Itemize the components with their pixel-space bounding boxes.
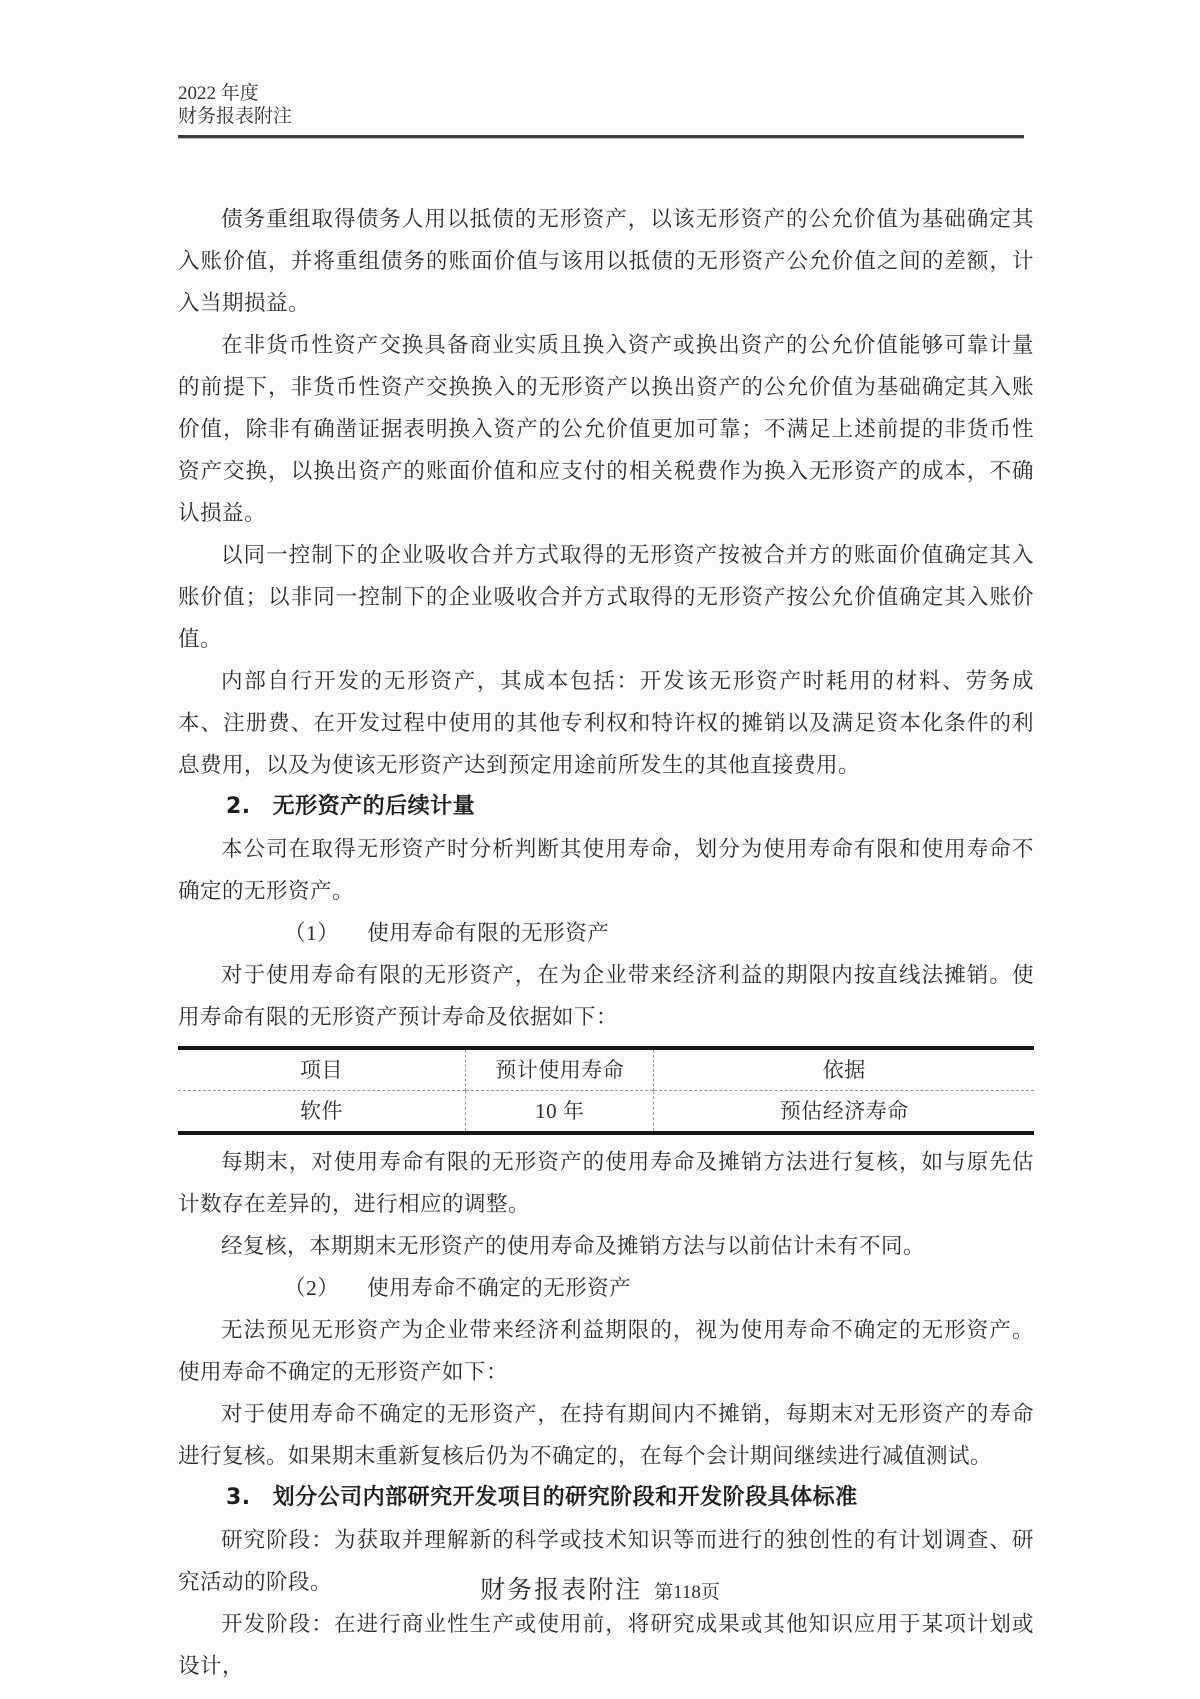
header-rule <box>178 135 1024 139</box>
para-period-end-review: 每期末，对使用寿命有限的无形资产的使用寿命及摊销方法进行复核，如与原先估计数存在差异的，进行相应的调整。 <box>178 1150 1034 1216</box>
header-year-line: 2022 年度 <box>178 83 259 104</box>
subitem-number: （1） <box>284 921 340 945</box>
useful-life-table <box>178 1046 1034 1135</box>
para-nonmonetary-exchange: 在非货币性资产交换具备商业实质且换入资产或换出资产的公允价值能够可靠计量的前提下，非货币性资产交换换入的无形资产以换出资产的公允价值为基础确定其入账价值，除非有确凿证据表明换入资产的公允价值更加可靠；不满足上述前提的非货币性资产交换，以换出资产的账面价值和应支付的相关税费作为换入无形资产的成本，不确认损益。 <box>178 333 1034 525</box>
para-internal-development-cost: 内部自行开发的无形资产，其成本包括：开发该无形资产时耗用的材料、劳务成本、注册费、在开发过程中使用的其他专利权和特许权的摊销以及满足资本化条件的利息费用，以及为使该无形资产达到预定用途前所发生的其他直接费用。 <box>178 669 1034 777</box>
document-body <box>178 198 1034 1687</box>
page-header <box>178 82 1024 139</box>
page-footer <box>0 1570 1200 1606</box>
table-header-row <box>178 1048 1034 1091</box>
para-merger-acquisition: 以同一控制下的企业吸收合并方式取得的无形资产按被合并方的账面价值确定其入账价值；以非同一控制下的企业吸收合并方式取得的无形资产按公允价值确定其入账价值。 <box>178 543 1034 651</box>
footer-page-number: 第118页 <box>654 1582 720 1603</box>
table-header-basis: 依据 <box>822 1058 866 1082</box>
cell-basis: 预估经济寿命 <box>779 1099 909 1123</box>
heading-number: 3. <box>226 1485 251 1510</box>
subitem-finite-life <box>178 912 1034 954</box>
cell-item-name: 软件 <box>178 1091 466 1134</box>
heading-subsequent-measurement <box>178 786 1034 828</box>
heading-text: 划分公司内部研究开发项目的研究阶段和开发阶段具体标准 <box>272 1485 858 1510</box>
table-header-item: 项目 <box>178 1048 466 1091</box>
para-debt-restructuring: 债务重组取得债务人用以抵债的无形资产，以该无形资产的公允价值为基础确定其入账价值，并将重组债务的账面价值与该用以抵债的无形资产公允价值之间的差额，计入当期损益。 <box>178 207 1034 315</box>
para-research-stage: 研究阶段：为获取并理解新的科学或技术知识等而进行的独创性的有计划调查、研究活动的阶段。 <box>178 1528 1034 1594</box>
subitem-indefinite-life <box>178 1267 1034 1309</box>
table-row-software <box>178 1091 1034 1134</box>
heading-rd-stage-criteria <box>178 1477 1034 1519</box>
cell-expected-life: 10 年 <box>466 1091 654 1134</box>
heading-text: 无形资产的后续计量 <box>272 794 476 819</box>
footer-title: 财务报表附注 <box>480 1577 643 1604</box>
header-title-line: 财务报表附注 <box>178 106 293 127</box>
table-header-expected-life: 预计使用寿命 <box>466 1048 654 1091</box>
para-straight-line-amortization: 对于使用寿命有限的无形资产，在为企业带来经济利益的期限内按直线法摊销。使用寿命有限的无形资产预计寿命及依据如下： <box>178 963 1034 1029</box>
subitem-number: （2） <box>284 1276 340 1300</box>
para-development-stage: 开发阶段：在进行商业性生产或使用前，将研究成果或其他知识应用于某项计划或设计， <box>178 1612 1034 1678</box>
heading-number: 2. <box>226 794 251 819</box>
para-indefinite-treatment: 对于使用寿命不确定的无形资产，在持有期间内不摊销，每期末对无形资产的寿命进行复核。如果期末重新复核后仍为不确定的，在每个会计期间继续进行减值测试。 <box>178 1402 1034 1468</box>
subitem-text: 使用寿命有限的无形资产 <box>367 921 610 945</box>
para-useful-life-judgement: 本公司在取得无形资产时分析判断其使用寿命，划分为使用寿命有限和使用寿命不确定的无形资产。 <box>178 837 1034 903</box>
para-indefinite-definition: 无法预见无形资产为企业带来经济利益期限的，视为使用寿命不确定的无形资产。使用寿命不确定的无形资产如下： <box>178 1318 1034 1384</box>
para-review-result: 经复核，本期期末无形资产的使用寿命及摊销方法与以前估计未有不同。 <box>221 1234 926 1258</box>
subitem-text: 使用寿命不确定的无形资产 <box>367 1276 632 1300</box>
